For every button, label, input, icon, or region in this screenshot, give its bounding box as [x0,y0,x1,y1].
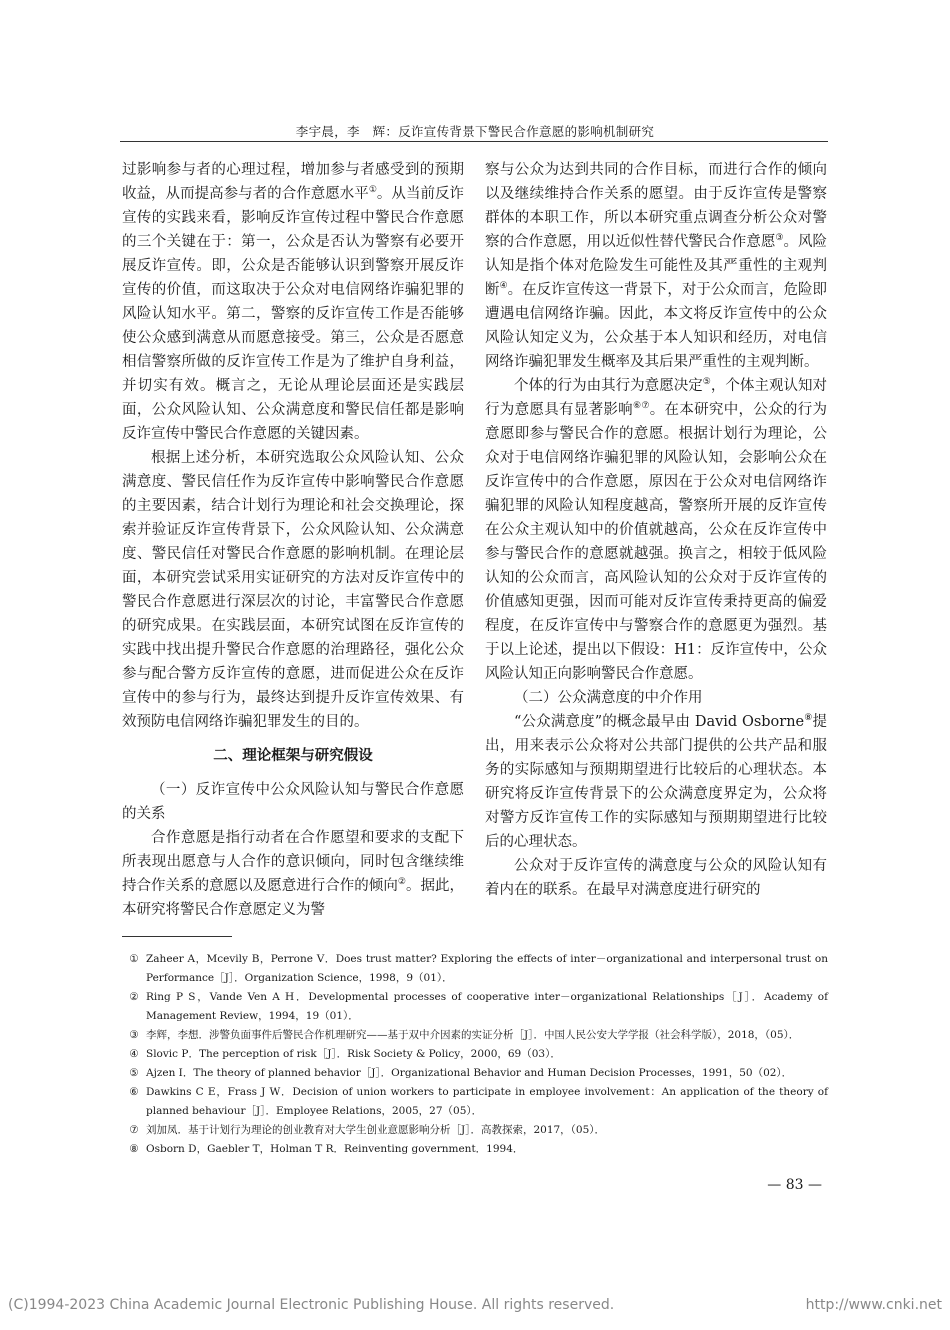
footnote-text: Slovic P．The perception of risk［J］．Risk Society & Policy，2000，69（03）． [146,1048,561,1060]
footnote-text: 李辉，李想．涉警负面事件后警民合作机理研究——基于双中介因素的实证分析［J］．中国人民公安大学学报（社会科学版），2018，（05）． [146,1029,800,1041]
footnote-text: Dawkins C E，Frass J W．Decision of union workers to participate in employee involvement：An application of the theory of planned behaviour［J］．Employee Relations，2005，27（05）． [146,1086,828,1117]
footnote-rule [122,936,232,937]
footnote-number: ⑧ [129,1143,139,1155]
paragraph: 察与公众为达到共同的合作目标，而进行合作的倾向以及继续维持合作关系的愿望。由于反诈宣传是警察群体的本职工作，所以本研究重点调查分析公众对警察的合作意愿，用以近似性替代警民合作意愿③。风险认知是指个体对危险发生可能性及其严重性的主观判断④。在反诈宣传这一背景下，对于公众而言，危险即遭遇电信网络诈骗。因此，本文将反诈宣传中的公众风险认知定义为，公众基于本人知识和经历，对电信网络诈骗犯罪发生概率及其后果严重性的主观判断。 [485,162,828,370]
footnote-number: ⑤ [129,1067,139,1079]
right-column [485,158,827,902]
footnote [122,1026,828,1045]
subsection-title: （二）公众满意度的中介作用 [514,690,703,706]
header-rule [120,141,828,142]
footnote-ref[interactable]: ⑤ [702,377,711,388]
footnote-ref[interactable]: ② [397,877,406,888]
paragraph: 公众对于反诈宣传的满意度与公众的风险认知有着内在的联系。在最早对满意度进行研究的 [485,858,827,898]
copyright-watermark [0,1297,950,1313]
footnote-ref[interactable]: ④ [499,281,508,292]
footnote-ref[interactable]: ① [368,185,377,196]
footnote-text: 刘加凤．基于计划行为理论的创业教育对大学生创业意愿影响分析［J］．高教探索，2017，（05）． [146,1124,606,1136]
footnote-text: Ring P S，Vande Ven A H．Developmental processes of cooperative inter－organizational Relationships［J］．Academy of Management Review，1994，19（01）． [146,991,828,1022]
running-header: 李宇晨，李 辉：反诈宣传背景下警民合作意愿的影响机制研究 [295,124,655,139]
footnote [122,1083,828,1121]
footnote [122,988,828,1026]
footnote [122,1064,828,1083]
footnote-number: ① [129,953,139,965]
footnote-text: Ajzen I．The theory of planned behavior［J］．Organizational Behavior and Human Decision Processes，1991，50（02）． [146,1067,793,1079]
footnote-number: ⑦ [129,1124,139,1136]
paragraph: 过影响参与者的心理过程，增加参与者感受到的预期收益，从而提高参与者的合作意愿水平①。从当前反诈宣传的实践来看，影响反诈宣传过程中警民合作意愿的三个关键在于：第一，公众是否认为警察有必要开展反诈宣传。即，公众是否能够认识到警察开展反诈宣传的价值，而这取决于公众对电信网络诈骗犯罪的风险认知水平。第二，警察的反诈宣传工作是否能够使公众感到满意从而愿意接受。第三，公众是否愿意相信警察所做的反诈宣传工作是为了维护自身利益，并切实有效。概言之，无论从理论层面还是实践层面，公众风险认知、公众满意度和警民信任都是影响反诈宣传中警民合作意愿的关键因素。 [122,162,464,442]
page-number: — 83 — [767,1177,822,1193]
left-column [122,158,464,922]
footnote-number: ④ [129,1048,139,1060]
copyright-text: (C)1994-2023 China Academic Journal Electronic Publishing House. All rights reserved. [8,1297,615,1313]
footnote [122,1140,828,1159]
footnote-number: ③ [129,1029,139,1041]
footnote-ref[interactable]: ⑥⑦ [632,401,650,412]
footnote-ref[interactable]: ⑧ [804,713,813,724]
footnote [122,950,828,988]
paragraph: 个体的行为由其行为意愿决定⑤，个体主观认知对行为意愿具有显著影响⑥⑦。在本研究中，公众的行为意愿即参与警民合作的意愿。根据计划行为理论，公众对于电信网络诈骗犯罪的风险认知，会影响公众在反诈宣传中的合作意愿，原因在于公众对电信网络诈骗犯罪的风险认知程度越高，警察所开展的反诈宣传在公众主观认知中的价值就越高，公众在反诈宣传中参与警民合作的意愿就越强。换言之，相较于低风险认知的公众而言，高风险认知的公众对于反诈宣传的价值感知更强，因而可能对反诈宣传秉持更高的偏爱程度，在反诈宣传中与警察合作的意愿更为强烈。基于以上论述，提出以下假设：H1：反诈宣传中，公众风险认知正向影响警民合作意愿。 [485,377,827,682]
footnotes [122,950,828,1159]
subsection-title: （一）反诈宣传中公众风险认知与警民合作意愿的关系 [122,782,464,822]
paragraph: “公众满意度”的概念最早由 David Osborne⑧提出，用来表示公众将对公共部门提供的公共产品和服务的实际感知与预期期望进行比较后的心理状态。本研究将反诈宣传背景下的公众满意度界定为，公众将对警方反诈宣传工作的实际感知与预期期望进行比较后的心理状态。 [485,713,827,850]
footnote-number: ⑥ [129,1086,139,1098]
footnote [122,1045,828,1064]
paragraph: 合作意愿是指行动者在合作愿望和要求的支配下所表现出愿意与人合作的意识倾向，同时包含继续维持合作关系的意愿以及愿意进行合作的倾向②。据此，本研究将警民合作意愿定义为警 [122,830,465,918]
site-url[interactable]: http://www.cnki.net [805,1297,942,1313]
footnote [122,1121,828,1140]
paragraph: 根据上述分析，本研究选取公众风险认知、公众满意度、警民信任作为反诈宣传中影响警民合作意愿的主要因素，结合计划行为理论和社会交换理论，探索并验证反诈宣传背景下，公众风险认知、公众满意度、警民信任对警民合作意愿的影响机制。在理论层面，本研究尝试采用实证研究的方法对反诈宣传中的警民合作意愿进行深层次的讨论，丰富警民合作意愿的研究成果。在实践层面，本研究试图在反诈宣传的实践中找出提升警民合作意愿的治理路径，强化公众参与配合警方反诈宣传的意愿，进而促进公众在反诈宣传中的参与行为，最终达到提升反诈宣传效果、有效预防电信网络诈骗犯罪发生的目的。 [122,450,464,730]
footnote-text: Osborn D，Gaebler T，Holman T R．Reinventing government．1994． [146,1143,524,1155]
footnote-number: ② [129,991,139,1003]
section-title: 二、理论框架与研究假设 [213,748,373,764]
footnote-ref[interactable]: ③ [775,233,784,244]
footnote-text: Zaheer A，Mcevily B，Perrone V．Does trust matter? Exploring the effects of inter－organizational and interpersonal trust on Performance［J］．Organization Science，1998，9（01）． [146,953,828,984]
